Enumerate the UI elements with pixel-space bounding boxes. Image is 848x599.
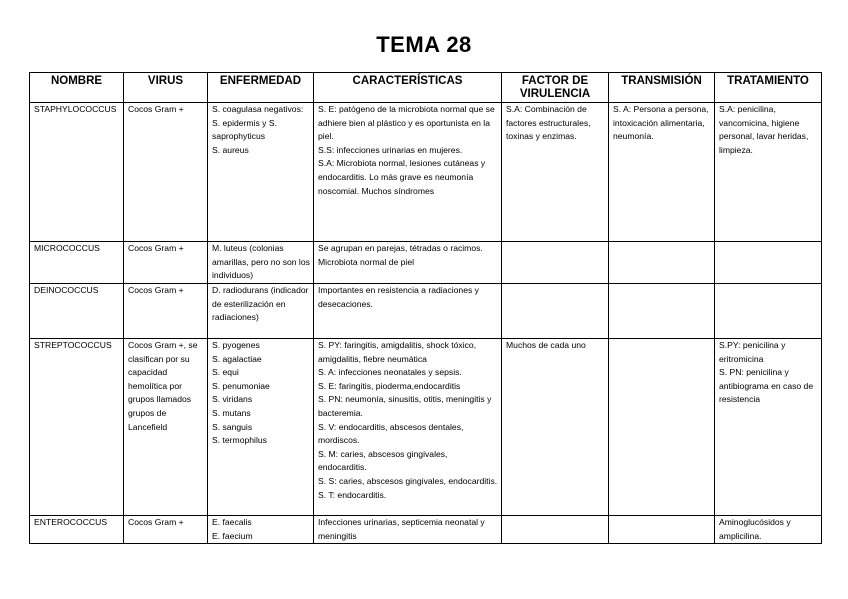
cell-transmision [609, 242, 715, 284]
header-caracteristicas: CARACTERÍSTICAS [314, 73, 502, 103]
cell-tratamiento [715, 242, 822, 284]
cell-enfermedad: M. luteus (colonias amarillas, pero no son los individuos) [208, 242, 314, 284]
cell-nombre: STAPHYLOCOCCUS [30, 103, 124, 242]
cell-tratamiento [715, 284, 822, 339]
table-row [30, 339, 822, 516]
table-row [30, 242, 822, 284]
cell-enfermedad: D. radiodurans (indicador de esterilización en radiaciones) [208, 284, 314, 339]
header-transmision: TRANSMISIÓN [609, 73, 715, 103]
cell-virus: Cocos Gram + [124, 516, 208, 544]
table-row [30, 516, 822, 544]
cell-nombre: DEINOCOCCUS [30, 284, 124, 339]
header-tratamiento: TRATAMIENTO [715, 73, 822, 103]
cell-caracteristicas: Infecciones urinarias, septicemia neonatal y meningitis [314, 516, 502, 544]
cell-tratamiento: Aminoglucósidos y amplicilina. [715, 516, 822, 544]
table-header-row [30, 73, 822, 103]
cell-virus: Cocos Gram +, se clasifican por su capacidad hemolítica por grupos llamados grupos de Lancefield [124, 339, 208, 516]
cell-transmision [609, 516, 715, 544]
cell-virus: Cocos Gram + [124, 242, 208, 284]
cell-enfermedad: S. pyogenes S. agalactiae S. equi S. penumoniae S. viridans S. mutans S. sanguis S. termophilus [208, 339, 314, 516]
header-nombre: NOMBRE [30, 73, 124, 103]
cell-caracteristicas: Importantes en resistencia a radiaciones y desecaciones. [314, 284, 502, 339]
cell-tratamiento: S.PY: penicilina y eritromicina S. PN: penicilina y antibiograma en caso de resistencia [715, 339, 822, 516]
page-title: TEMA 28 [376, 32, 472, 57]
cell-nombre: MICROCOCCUS [30, 242, 124, 284]
cell-factor-virulencia [502, 516, 609, 544]
cell-transmision [609, 339, 715, 516]
cell-enfermedad: S. coagulasa negativos: S. epidermis y S. saprophyticus S. aureus [208, 103, 314, 242]
cell-factor-virulencia [502, 242, 609, 284]
cell-caracteristicas: S. PY: faringitis, amigdalitis, shock tóxico, amigdalitis, fiebre neumática S. A: infecciones neonatales y sepsis. S. E: faringitis, pioderma,endocarditis S. PN: neumonía, sinusitis, otitis, meningitis y bacteremia. S. V: endocarditis, abscesos dentales, mordiscos. S. M: caries, abscesos gingivales, endocarditis. S. S: caries, abscesos gingivales, endocarditis. S. T: endocarditis. [314, 339, 502, 516]
header-virus: VIRUS [124, 73, 208, 103]
table-row [30, 103, 822, 242]
header-enfermedad: ENFERMEDAD [208, 73, 314, 103]
cell-factor-virulencia: Muchos de cada uno [502, 339, 609, 516]
cell-tratamiento: S.A: penicilina, vancomicina, higiene personal, lavar heridas, limpieza. [715, 103, 822, 242]
bacteria-table [29, 72, 822, 544]
cell-factor-virulencia [502, 284, 609, 339]
table-row [30, 284, 822, 339]
cell-nombre: STREPTOCOCCUS [30, 339, 124, 516]
cell-caracteristicas: Se agrupan en parejas, tétradas o racimos. Microbiota normal de piel [314, 242, 502, 284]
cell-nombre: ENTEROCOCCUS [30, 516, 124, 544]
cell-caracteristicas: S. E: patógeno de la microbiota normal que se adhiere bien al plástico y es oportunista en la piel. S.S: infecciones urinarias en mujeres. S.A: Microbiota normal, lesiones cutáneas y endocarditis. Lo más grave es neumonía noscomial. Muchos síndromes [314, 103, 502, 242]
cell-transmision [609, 284, 715, 339]
cell-factor-virulencia: S.A: Combinación de factores estructurales, toxinas y enzimas. [502, 103, 609, 242]
cell-virus: Cocos Gram + [124, 103, 208, 242]
cell-virus: Cocos Gram + [124, 284, 208, 339]
header-factor-virulencia: FACTOR DE VIRULENCIA [502, 73, 609, 103]
cell-transmision: S. A: Persona a persona, intoxicación alimentaria, neumonía. [609, 103, 715, 242]
cell-enfermedad: E. faecalis E. faecium [208, 516, 314, 544]
